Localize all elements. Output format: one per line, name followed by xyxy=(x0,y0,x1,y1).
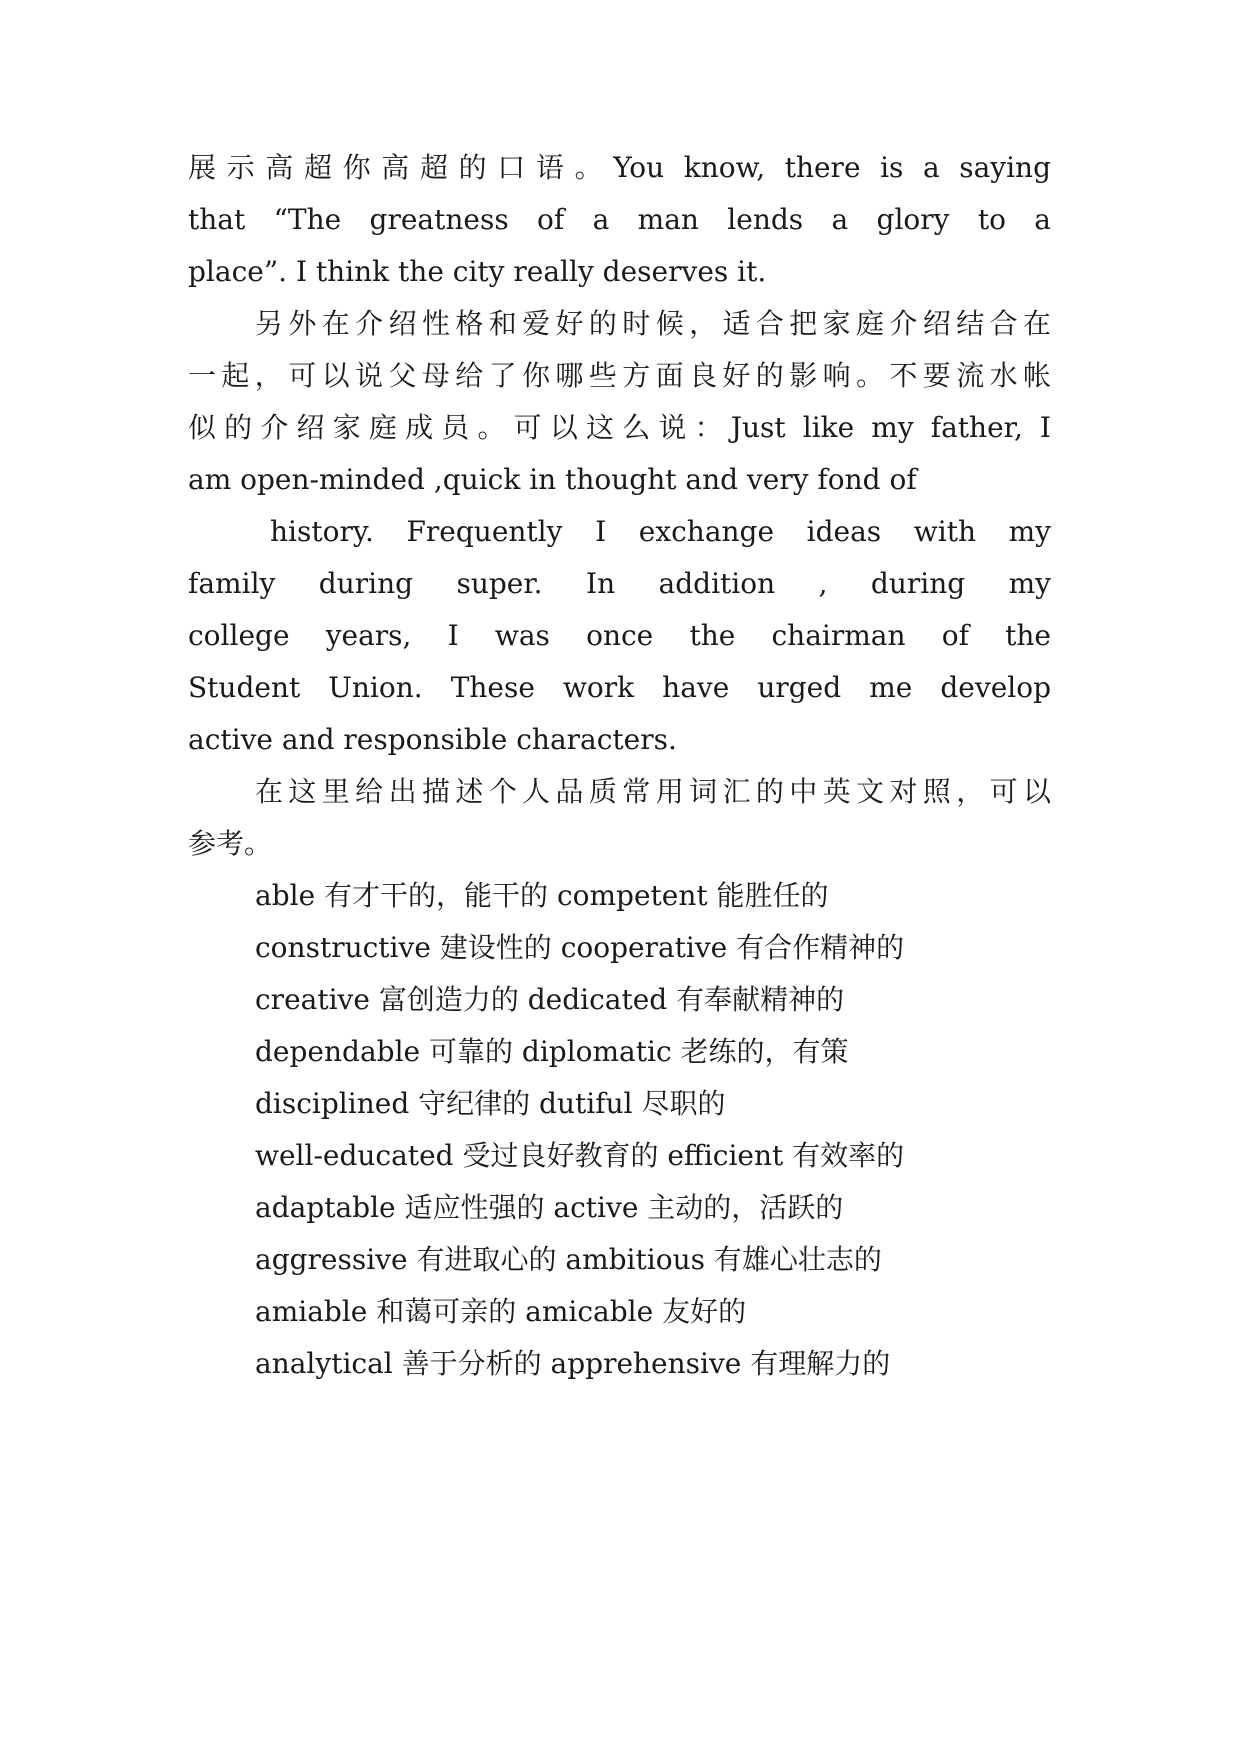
paragraph-3-line-5: active and responsible characters. xyxy=(188,723,677,756)
paragraph-1-line-3: place”. I think the city really deserves it. xyxy=(188,255,767,288)
vocabulary-item: dependable 可靠的 diplomatic 老练的，有策 xyxy=(255,1035,849,1068)
vocabulary-item: adaptable 适应性强的 active 主动的，活跃的 xyxy=(255,1191,844,1224)
paragraph-4-line-2: 参考。 xyxy=(188,827,273,860)
paragraph-1-line-2: that “The greatness of a man lends a glory to a xyxy=(188,203,1051,236)
vocabulary-item: creative 富创造力的 dedicated 有奉献精神的 xyxy=(255,983,845,1016)
vocabulary-item: able 有才干的，能干的 competent 能胜任的 xyxy=(255,879,829,912)
paragraph-3-line-2: family during super. In addition , during my xyxy=(188,567,1051,600)
vocabulary-item: amiable 和蔼可亲的 amicable 友好的 xyxy=(255,1295,747,1328)
paragraph-4-line-1: 在这里给出描述个人品质常用词汇的中英文对照，可以 xyxy=(255,775,1051,808)
vocabulary-item: well-educated 受过良好教育的 efficient 有效率的 xyxy=(255,1139,905,1172)
vocabulary-item: analytical 善于分析的 apprehensive 有理解力的 xyxy=(255,1347,891,1380)
vocabulary-item: aggressive 有进取心的 ambitious 有雄心壮志的 xyxy=(255,1243,882,1276)
paragraph-2-line-3: 似的介绍家庭成员。可以这么说：Just like my father, I xyxy=(188,411,1051,444)
paragraph-1-line-1: 展示高超你高超的口语。You know, there is a saying xyxy=(188,151,1051,184)
paragraph-3-line-4: Student Union. These work have urged me develop xyxy=(188,671,1051,704)
paragraph-3-line-3: college years, I was once the chairman of the xyxy=(188,619,1051,652)
paragraph-2-line-1: 另外在介绍性格和爱好的时候，适合把家庭介绍结合在 xyxy=(255,307,1051,340)
vocabulary-item: constructive 建设性的 cooperative 有合作精神的 xyxy=(255,931,905,964)
vocabulary-item: disciplined 守纪律的 dutiful 尽职的 xyxy=(255,1087,726,1120)
paragraph-2-line-4: am open-minded ,quick in thought and very fond of xyxy=(188,463,917,496)
paragraph-2-line-2: 一起，可以说父母给了你哪些方面良好的影响。不要流水帐 xyxy=(188,359,1051,392)
paragraph-3-line-1: history. Frequently I exchange ideas with my xyxy=(270,515,1051,548)
